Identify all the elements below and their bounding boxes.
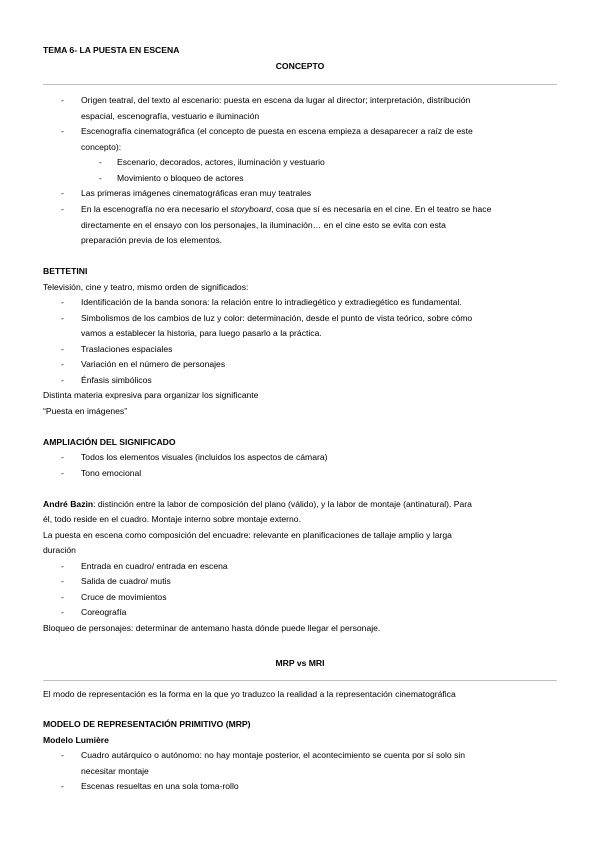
text-run: : distinción entre la labor de composición del plano (válido), y la labor de montaje (antinatural). Para <box>93 499 472 509</box>
bullet-dash: - <box>61 781 64 791</box>
paragraph: Bloqueo de personajes: determinar de antemano hasta dónde puede llegar el personaje. <box>43 623 381 633</box>
bullet-dash: - <box>61 204 64 214</box>
list-item: Coreografía <box>81 607 127 617</box>
paragraph: “Puesta en imágenes” <box>43 406 128 416</box>
bullet-dash: - <box>61 468 64 478</box>
paragraph: Distinta materia expresiva para organizar los significante <box>43 390 259 400</box>
list-item <box>81 204 491 215</box>
text-run: , cosa que sí es necesaria en el cine. En el teatro se hace <box>271 204 492 214</box>
document-title: TEMA 6- LA PUESTA EN ESCENA <box>43 45 180 55</box>
list-item: Cruce de movimientos <box>81 592 167 602</box>
bullet-dash: - <box>61 750 64 760</box>
bullet-dash: - <box>61 344 64 354</box>
paragraph-continuation: él, todo reside en el cuadro. Montaje interno sobre montaje externo. <box>43 514 301 524</box>
bullet-dash: - <box>61 313 64 323</box>
paragraph: El modo de representación es la forma en la que yo traduzco la realidad a la representación cinematográfica <box>43 689 456 699</box>
paragraph: Televisión, cine y teatro, mismo orden de significados: <box>43 282 249 292</box>
list-item-continuation: necesitar montaje <box>81 766 149 776</box>
sub-bullet-dash: - <box>99 173 102 183</box>
sub-list-item: Escenario, decorados, actores, iluminación y vestuario <box>117 157 325 167</box>
list-item: Traslaciones espaciales <box>81 344 173 354</box>
bullet-dash: - <box>61 126 64 136</box>
sub-list-item: Movimiento o bloqueo de actores <box>117 173 244 183</box>
text-run: En la escenografía no era necesario el <box>81 204 231 214</box>
author-name: André Bazin <box>43 499 94 509</box>
list-item: Las primeras imágenes cinematográficas eran muy teatrales <box>81 188 312 198</box>
section-divider <box>43 680 557 681</box>
section-divider <box>43 84 557 85</box>
section-heading-concepto: CONCEPTO <box>275 61 325 71</box>
bullet-dash: - <box>61 95 64 105</box>
list-item-continuation: concepto): <box>81 142 122 152</box>
section-heading-ampliacion: AMPLIACIÓN DEL SIGNIFICADO <box>43 437 176 447</box>
list-item-continuation: vamos a establecer la historia, para luego pasarlo a la práctica. <box>81 328 322 338</box>
list-item: Entrada en cuadro/ entrada en escena <box>81 561 228 571</box>
bullet-dash: - <box>61 375 64 385</box>
list-item: Salida de cuadro/ mutis <box>81 576 171 586</box>
list-item: Identificación de la banda sonora: la relación entre lo intradiegético y extradiegético es fundamental. <box>81 297 462 307</box>
italic-term: storyboard <box>230 204 272 214</box>
subsection-heading-mrp: MODELO DE REPRESENTACIÓN PRIMITIVO (MRP) <box>43 719 251 729</box>
list-item: Escenografía cinematográfica (el concepto de puesta en escena empieza a desaparecer a raíz de este <box>81 126 473 136</box>
list-item: Variación en el número de personajes <box>81 359 226 369</box>
list-item: Tono emocional <box>81 468 142 478</box>
list-item: Cuadro autárquico o autónomo: no hay montaje posterior, el acontecimiento se cuenta por sí solo sin <box>81 750 466 760</box>
subsection-heading-lumiere: Modelo Lumière <box>43 735 109 745</box>
list-item: Énfasis simbólicos <box>81 375 152 385</box>
paragraph: La puesta en escena como composición del encuadre: relevante en planificaciones de tallaje amplio y larga <box>43 530 452 540</box>
list-item-continuation: espacial, escenografía, vestuario e iluminación <box>81 111 260 121</box>
bullet-dash: - <box>61 188 64 198</box>
section-heading-mrp-vs-mri: MRP vs MRI <box>275 658 325 668</box>
bullet-dash: - <box>61 576 64 586</box>
list-item-continuation: preparación previa de los elementos. <box>81 235 222 245</box>
list-item-continuation: directamente en el ensayo con los personajes, la iluminación… en el cine esto se evita con esta <box>81 220 446 230</box>
bullet-dash: - <box>61 452 64 462</box>
list-item: Todos los elementos visuales (incluidos los aspectos de cámara) <box>81 452 328 462</box>
list-item: Origen teatral, del texto al escenario: puesta en escena da lugar al director; interpretación, distribución <box>81 95 471 105</box>
section-heading-bettetini: BETTETINI <box>43 266 88 276</box>
bullet-dash: - <box>61 592 64 602</box>
bullet-dash: - <box>61 359 64 369</box>
paragraph <box>43 499 472 510</box>
sub-bullet-dash: - <box>99 157 102 167</box>
bullet-dash: - <box>61 561 64 571</box>
bullet-dash: - <box>61 607 64 617</box>
paragraph-continuation: duración <box>43 545 76 555</box>
bullet-dash: - <box>61 297 64 307</box>
list-item: Simbolismos de los cambios de luz y color: determinación, desde el punto de vista teórico, sobre cómo <box>81 313 473 323</box>
list-item: Escenas resueltas en una sola toma-rollo <box>81 781 239 791</box>
